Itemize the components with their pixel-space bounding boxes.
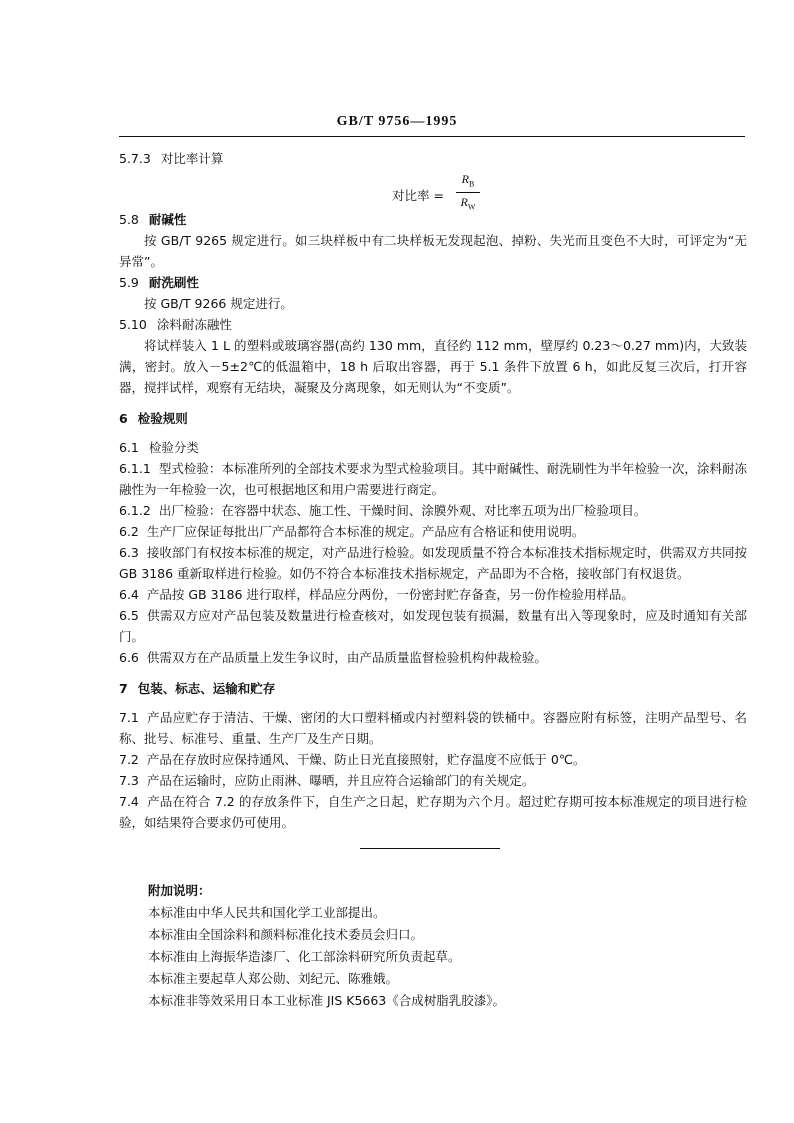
notes-title: 附加说明： bbox=[148, 883, 211, 898]
section-title: 对比率计算 bbox=[160, 151, 224, 166]
end-rule bbox=[360, 848, 500, 849]
section-number: 5.8 bbox=[119, 212, 139, 227]
section-5-8-heading bbox=[119, 209, 747, 230]
section-title: 耐碱性 bbox=[148, 212, 187, 227]
section-title: 检验分类 bbox=[148, 440, 199, 455]
section-7-heading bbox=[119, 678, 747, 699]
section-6-2: 6.2 生产厂应保证每批出厂产品都符合本标准的规定。产品应有合格证和使用说明。 bbox=[119, 524, 585, 539]
section-5-9-heading bbox=[119, 272, 747, 293]
notes-line: 本标准由中华人民共和国化学工业部提出。 bbox=[148, 905, 386, 920]
formula-numerator: $R_B$ bbox=[456, 171, 480, 193]
main-content bbox=[119, 148, 747, 833]
section-6-1-heading bbox=[119, 437, 747, 458]
section-6-5: 6.5 供需双方应对产品包装及数量进行检查核对，如发现包装有损漏，数量有出入等现象时，应及时通知有关部门。 bbox=[119, 608, 747, 644]
contrast-ratio-formula bbox=[119, 169, 747, 212]
page-header: GB/T 9756—1995 bbox=[336, 114, 458, 129]
notes-line: 本标准主要起草人郑公勋、刘纪元、陈雅娥。 bbox=[148, 971, 399, 986]
section-7-3: 7.3 产品在运输时，应防止雨淋、曝晒，并且应符合运输部门的有关规定。 bbox=[119, 773, 535, 788]
section-5-10-text: 将试样装入 1 L 的塑料或玻璃容器(高约 130 mm，直径约 112 mm，壁厚约 0.23～0.27 mm)内，大致装满，密封。放入－5±2℃的低温箱中，18 h 后取出容器，再于 5.1 条件下放置 6 h，如此反复三次后，打开容器，搅拌试样，观察有无结块，凝聚及分离现象，如无则认为“不变质”。 bbox=[119, 338, 747, 395]
notes-line: 本标准由上海振华造漆厂、化工部涂料研究所负责起草。 bbox=[148, 949, 461, 964]
formula-denominator: $R_W$ bbox=[460, 195, 476, 212]
section-number: 7 bbox=[119, 681, 128, 696]
section-6-1-2: 6.1.2 出厂检验：在容器中状态、施工性、干燥时间、涂膜外观、对比率五项为出厂检验项目。 bbox=[119, 503, 647, 518]
section-title: 包装、标志、运输和贮存 bbox=[137, 681, 276, 696]
formula-lhs: 对比率 = bbox=[392, 188, 444, 203]
section-5-10-heading bbox=[119, 314, 747, 335]
section-7-4: 7.4 产品在符合 7.2 的存放条件下，自生产之日起，贮存期为六个月。超过贮存期可按本标准规定的项目进行检验，如结果符合要求仍可使用。 bbox=[119, 794, 747, 830]
section-title: 检验规则 bbox=[137, 411, 188, 426]
notes-line: 本标准由全国涂料和颜料标准化技术委员会归口。 bbox=[148, 927, 424, 942]
section-number: 6 bbox=[119, 411, 128, 426]
section-6-heading bbox=[119, 408, 747, 429]
section-6-4: 6.4 产品按 GB 3186 进行取样，样品应分两份，一份密封贮存备查，另一份作检验用样品。 bbox=[119, 587, 634, 602]
section-number: 5.7.3 bbox=[119, 151, 151, 166]
section-5-9-text: 按 GB/T 9266 规定进行。 bbox=[144, 296, 293, 311]
section-6-6: 6.6 供需双方在产品质量上发生争议时，由产品质量监督检验机构仲裁检验。 bbox=[119, 650, 547, 665]
additional-notes bbox=[148, 880, 708, 1012]
section-7-1: 7.1 产品应贮存于清洁、干燥、密闭的大口塑料桶或内衬塑料袋的铁桶中。容器应附有标签，注明产品型号、名称、批号、标准号、重量、生产厂及生产日期。 bbox=[119, 710, 747, 746]
section-number: 5.10 bbox=[119, 317, 147, 332]
notes-line: 本标准非等效采用日本工业标准 JIS K5663《合成树脂乳胶漆》。 bbox=[148, 993, 506, 1008]
section-6-3: 6.3 接收部门有权按本标准的规定，对产品进行检验。如发现质量不符合本标准技术指标规定时，供需双方共同按 GB 3186 重新取样进行检验。如仍不符合本标准技术指标规定，产品即为不合格，接收部门有权退货。 bbox=[119, 545, 747, 581]
section-title: 耐洗刷性 bbox=[148, 275, 199, 290]
section-5-8-text: 按 GB/T 9265 规定进行。如三块样板中有二块样板无发现起泡、掉粉、失光而且变色不大时，可评定为“无异常”。 bbox=[119, 233, 747, 269]
section-number: 6.1 bbox=[119, 440, 139, 455]
formula-fraction bbox=[456, 171, 480, 217]
section-5-7-3-heading bbox=[119, 148, 747, 169]
section-number: 5.9 bbox=[119, 275, 139, 290]
section-7-2: 7.2 产品在存放时应保持通风、干燥、防止日光直接照射，贮存温度不应低于 0℃。 bbox=[119, 752, 586, 767]
section-6-1-1: 6.1.1 型式检验：本标准所列的全部技术要求为型式检验项目。其中耐碱性、耐洗刷性为半年检验一次，涂料耐冻融性为一年检验一次，也可根据地区和用户需要进行商定。 bbox=[119, 461, 747, 497]
section-title: 涂料耐冻融性 bbox=[156, 317, 232, 332]
header-rule bbox=[119, 136, 745, 137]
